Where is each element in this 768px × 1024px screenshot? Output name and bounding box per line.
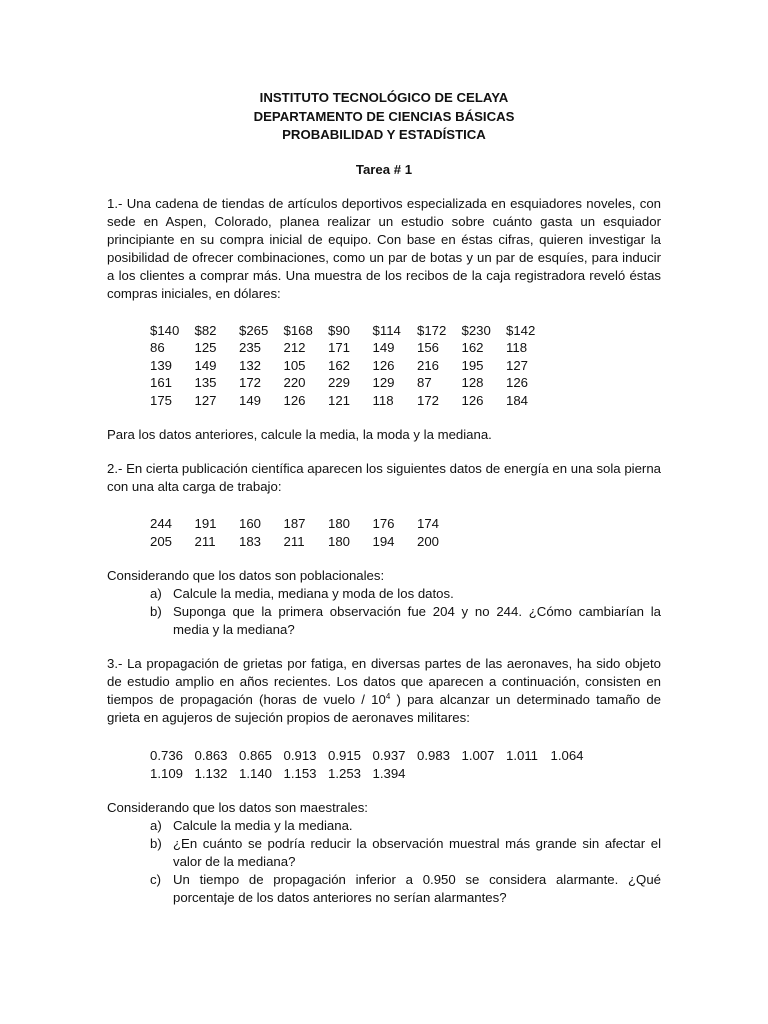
- problem-1-instruction: Para los datos anteriores, calcule la media, la moda y la mediana.: [107, 427, 492, 442]
- table-cell: 175: [150, 392, 173, 408]
- table-cell: 156: [417, 340, 440, 355]
- table-row: [150, 515, 462, 533]
- table-cell: 160: [239, 516, 262, 531]
- table-cell: 139: [150, 357, 173, 373]
- table-row: [150, 765, 595, 783]
- list-item: [150, 585, 661, 603]
- table-cell: 162: [328, 357, 351, 373]
- table-cell: 149: [194, 357, 217, 373]
- table-cell: 191: [194, 516, 217, 531]
- table-cell: 180: [328, 516, 351, 531]
- table-cell: 149: [372, 340, 395, 355]
- item-text: Calcule la media, mediana y moda de los datos.: [173, 586, 454, 601]
- table-cell: 105: [283, 357, 306, 373]
- table-cell: 171: [328, 340, 351, 355]
- table-cell: 1.011: [506, 748, 539, 763]
- table-cell: 126: [506, 375, 529, 390]
- table-cell: 0.915: [328, 748, 362, 763]
- problem-2-text: 2.- En cierta publicación científica aparecen los siguientes datos de energía en una sola pierna con una alta carga de trabajo:: [107, 461, 661, 494]
- table-cell: $172: [417, 322, 447, 338]
- problem-3-text-end: ) para alcanzar un determinado tamaño de grieta en agujeros de sujeción propios de aeronaves militares:: [107, 692, 661, 725]
- department-name: DEPARTAMENTO DE CIENCIAS BÁSICAS: [253, 108, 515, 124]
- table-row: [150, 322, 551, 340]
- table-cell: 220: [283, 375, 306, 390]
- table-cell: $142: [506, 322, 536, 338]
- problem-3-data-table: [150, 747, 595, 782]
- table-cell: 174: [417, 516, 440, 531]
- table-cell: 135: [194, 375, 217, 390]
- problem-3-text: [107, 655, 661, 727]
- table-cell: 187: [283, 516, 306, 531]
- item-marker: b): [150, 604, 162, 619]
- table-cell: 200: [417, 533, 440, 549]
- table-cell: 0.937: [372, 748, 406, 763]
- table-cell: 1.109: [150, 765, 184, 781]
- table-cell: 161: [150, 375, 173, 390]
- item-text: Suponga que la primera observación fue 204 y no 244. ¿Cómo cambiarían la media y la mediana?: [173, 604, 661, 637]
- problem-3-text-start: 3.- La propagación de grietas por fatiga, en diversas partes de las aeronaves, ha sido objeto de estudio amplio en años recientes. Los datos que aparecen a continuación, consisten en tiempos de propagación (horas de vuelo / 10: [107, 656, 661, 707]
- table-cell: 1.132: [194, 765, 228, 781]
- table-cell: 205: [150, 533, 173, 549]
- table-cell: 149: [239, 392, 262, 408]
- table-cell: 121: [328, 392, 351, 408]
- table-cell: 184: [506, 392, 529, 408]
- list-item: [150, 871, 661, 907]
- table-cell: 172: [239, 375, 262, 390]
- table-cell: 172: [417, 392, 440, 408]
- table-cell: 127: [194, 392, 217, 408]
- table-cell: 194: [372, 533, 395, 549]
- table-cell: $90: [328, 322, 351, 338]
- item-text: ¿En cuánto se podría reducir la observación muestral más grande sin afectar el valor de la mediana?: [173, 836, 661, 869]
- table-cell: 212: [283, 340, 306, 355]
- table-cell: 211: [194, 533, 216, 549]
- table-cell: 229: [328, 375, 351, 390]
- table-cell: 211: [283, 533, 305, 549]
- table-cell: 1.253: [328, 765, 362, 781]
- item-marker: c): [150, 872, 161, 887]
- problem-2-items: [107, 585, 661, 639]
- item-text: Un tiempo de propagación inferior a 0.950 se considera alarmante. ¿Qué porcentaje de los datos anteriores no serían alarmantes?: [173, 872, 661, 905]
- problem-2-context: Considerando que los datos son poblacionales:: [107, 568, 385, 583]
- table-cell: 132: [239, 357, 262, 373]
- table-cell: 1.140: [239, 765, 273, 781]
- table-cell: 128: [461, 375, 484, 390]
- table-cell: 176: [372, 516, 395, 531]
- problem-3-items: [107, 817, 661, 907]
- table-row: [150, 392, 551, 410]
- table-cell: 244: [150, 516, 173, 531]
- table-cell: 86: [150, 340, 165, 355]
- table-row: [150, 533, 462, 551]
- course-name: PROBABILIDAD Y ESTADÍSTICA: [282, 127, 486, 142]
- table-cell: 129: [372, 375, 395, 390]
- list-item: [150, 835, 661, 871]
- table-cell: 1.064: [550, 748, 584, 763]
- table-cell: 162: [461, 340, 484, 355]
- table-cell: 183: [239, 533, 262, 549]
- table-cell: 1.153: [283, 765, 317, 781]
- item-marker: a): [150, 586, 162, 601]
- table-cell: $168: [283, 322, 313, 338]
- table-cell: 87: [417, 375, 432, 390]
- table-row: [150, 339, 551, 357]
- problem-1-data-table: [150, 322, 551, 410]
- table-row: [150, 374, 551, 392]
- table-cell: 1.007: [461, 748, 495, 763]
- table-cell: 126: [283, 392, 306, 408]
- table-cell: 118: [372, 392, 394, 408]
- list-item: [150, 817, 661, 835]
- document-header: [107, 89, 661, 145]
- list-item: [150, 603, 661, 639]
- item-text: Calcule la media y la mediana.: [173, 818, 353, 833]
- table-cell: 0.865: [239, 748, 273, 763]
- table-cell: 216: [417, 357, 440, 373]
- institute-name: INSTITUTO TECNOLÓGICO DE CELAYA: [259, 90, 509, 105]
- table-cell: 125: [194, 340, 217, 355]
- table-cell: $82: [194, 322, 217, 338]
- item-marker: b): [150, 836, 162, 851]
- item-marker: a): [150, 818, 162, 833]
- table-cell: $230: [461, 322, 491, 338]
- table-cell: 0.736: [150, 748, 184, 763]
- table-cell: 118: [506, 340, 528, 355]
- problem-3-exponent: 4: [385, 692, 391, 701]
- table-cell: 0.983: [417, 748, 451, 763]
- problem-1-text: 1.- Una cadena de tiendas de artículos deportivos especializada en esquiadores noveles, con sede en Aspen, Colorado, planea realizar un estudio sobre cuánto gasta un esquiador principiante en su compra inicial de equipo. Con base en éstas cifras, quieren investigar la posibilidad de ofrecer combinaciones, como un par de botas y un par de esquíes, para inducir a los clientes a comprar más. Una muestra de los recibos de la caja registradora reveló éstas compras iniciales, en dólares:: [107, 195, 661, 301]
- table-cell: 127: [506, 357, 529, 373]
- assignment-title: Tarea # 1: [355, 161, 413, 177]
- table-row: [150, 747, 595, 765]
- table-cell: 126: [461, 392, 484, 408]
- problem-3-context: Considerando que los datos son maestrales:: [107, 800, 368, 815]
- problem-2-data-table: [150, 515, 462, 550]
- table-cell: 0.913: [283, 748, 317, 763]
- table-cell: $140: [150, 322, 180, 338]
- table-cell: $265: [239, 322, 269, 338]
- table-cell: 126: [372, 357, 395, 373]
- table-cell: 195: [461, 357, 484, 373]
- table-cell: 180: [328, 533, 351, 549]
- table-cell: 1.394: [372, 765, 406, 781]
- table-cell: 0.863: [194, 748, 228, 763]
- table-cell: $114: [372, 322, 401, 338]
- table-cell: 235: [239, 340, 262, 355]
- table-row: [150, 357, 551, 375]
